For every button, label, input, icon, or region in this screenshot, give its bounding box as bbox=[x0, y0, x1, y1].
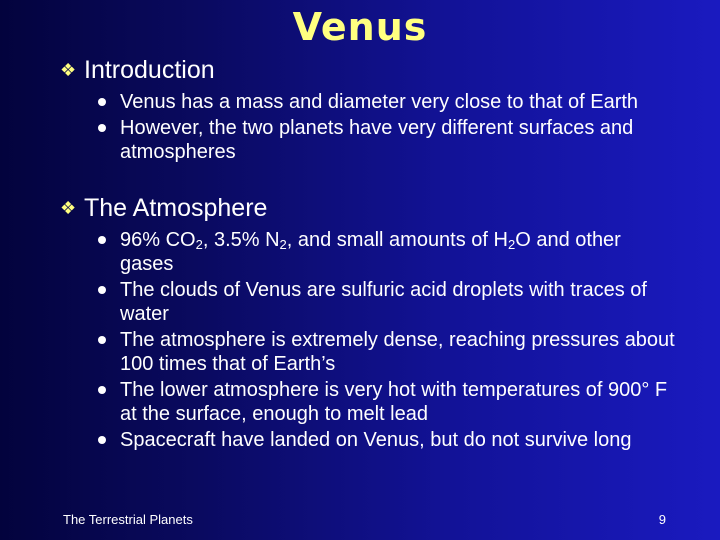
footer-title: The Terrestrial Planets bbox=[63, 512, 193, 527]
bullet-list-introduction bbox=[96, 90, 676, 166]
round-bullet-icon bbox=[98, 98, 106, 106]
list-item bbox=[96, 90, 676, 114]
bullet-text: The lower atmosphere is very hot with temperatures of 900° F at the surface, enough to melt lead bbox=[120, 379, 668, 425]
bullet-text: The clouds of Venus are sulfuric acid droplets with traces of water bbox=[120, 279, 647, 325]
bullet-text: Venus has a mass and diameter very close to that of Earth bbox=[120, 91, 639, 113]
bullet-text: Spacecraft have landed on Venus, but do not survive long bbox=[120, 429, 632, 451]
round-bullet-icon bbox=[98, 124, 106, 132]
list-item bbox=[96, 278, 676, 326]
round-bullet-icon bbox=[98, 336, 106, 344]
list-item bbox=[96, 116, 676, 164]
list-item bbox=[96, 328, 676, 376]
diamond-bullet-icon: ❖ bbox=[60, 60, 77, 80]
section-heading-introduction bbox=[60, 55, 215, 85]
round-bullet-icon bbox=[98, 386, 106, 394]
round-bullet-icon bbox=[98, 236, 106, 244]
slide-title: Venus bbox=[292, 5, 428, 49]
diamond-bullet-icon: ❖ bbox=[60, 198, 77, 218]
section-heading-atmosphere bbox=[60, 193, 267, 223]
bullet-text: However, the two planets have very different surfaces and atmospheres bbox=[120, 117, 634, 163]
round-bullet-icon bbox=[98, 286, 106, 294]
page-number: 9 bbox=[658, 512, 666, 527]
round-bullet-icon bbox=[98, 436, 106, 444]
list-item bbox=[96, 378, 676, 426]
section-heading-label: Introduction bbox=[84, 56, 215, 84]
bullet-text: 96% $CO_2$, 3.5% $N_2$, and small amounts of $H_2O$ and other gases bbox=[120, 229, 621, 275]
list-item bbox=[96, 428, 676, 452]
list-item bbox=[96, 228, 676, 276]
bullet-text: The atmosphere is extremely dense, reaching pressures about 100 times that of Earth’s bbox=[120, 329, 675, 375]
bullet-list-atmosphere bbox=[96, 228, 676, 454]
section-heading-label: The Atmosphere bbox=[84, 194, 268, 222]
